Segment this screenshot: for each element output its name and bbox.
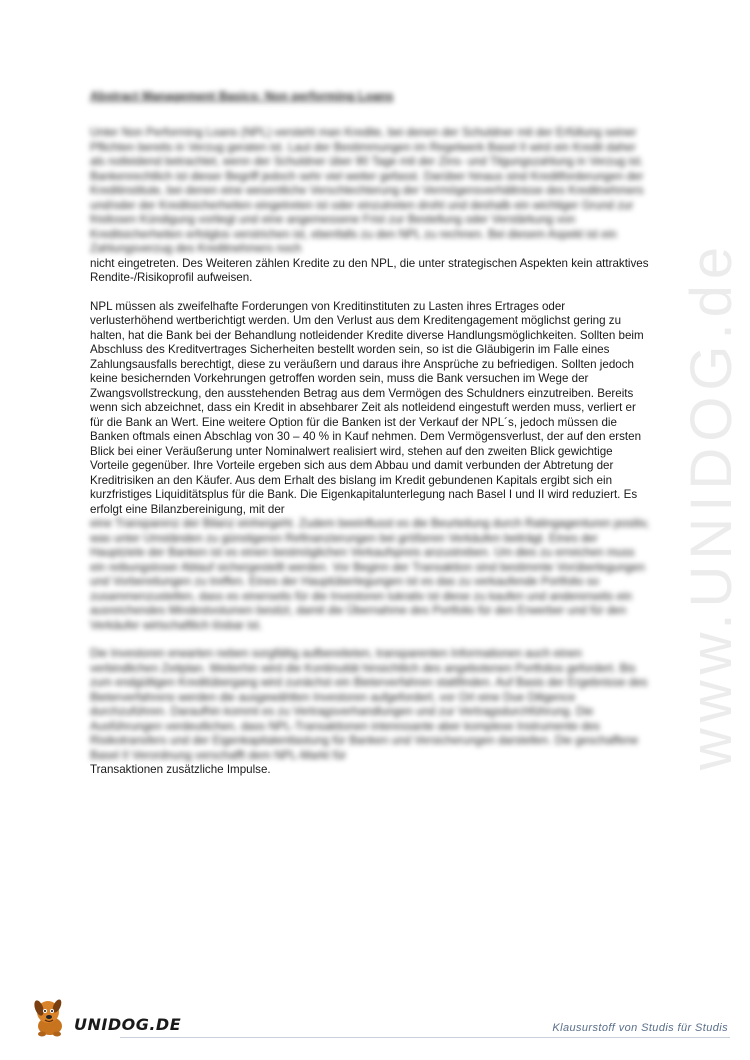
paragraph-2-visible: NPL müssen als zweifelhafte Forderungen von Kreditinstituten zu Lasten ihres Ertrages oder verlusterhöhend wertberichtigt werden. Um den Verlust aus dem Kreditengagement möglichst gering zu halten, hat die Bank bei der Behandlung notleidender Kredite diverse Handlungsmöglichkeiten. Sollten beim Abschluss des Kreditvertrages Sicherheiten bestellt worden sein, so ist die Gläubigerin im Falle eines Zahlungsausfalls berechtigt, diese zu veräußern und daraus ihre Ansprüche zu befriedigen. Sollten jedoch keine besichernden Vorkehrungen getroffen worden sein, muss die Bank versuchen im Wege der Zwangsvollstreckung, den ausstehenden Betrag aus dem Vermögen des Schuldners einzutreiben. Bereits wenn sich abzeichnet, dass ein Kredit in absehbarer Zeit als notleidend eingestuft werden muss, verliert er für die Bank an Wert. Eine weitere Option für die Banken ist der Verkauf der NPL´s, jedoch müssen die Banken oftmals einen Abschlag von 30 – 40 % in Kauf nehmen. Dem Vermögensverlust, der auf den ersten Blick bei einer Veräußerung unter Nominalwert realisiert wird, stehen auf den zweiten Blick gewichtige Vorteile gegenüber. Ihre Vorteile ergeben sich aus dem Abbau und damit verbunden der Abtretung der Kreditrisiken an den Käufer. Aus dem Erhalt des bislang im Kredit gebundenen Kapitals ergibt sich ein kurzfristiges Liquiditätsplus für die Bank. Die Eigenkapitalunterlegung nach Basel I und II wird reduziert. Es erfolgt eine Bilanzbereinigung, mit der (90, 299, 644, 516)
paragraph-1-blurred: Unter Non Performing Loans (NPL) versteht man Kredite, bei denen der Schuldner mit der Erfüllung seiner Pflichten bereits in Verzug geraten ist. Laut der Bestimmungen im Regelwerk Basel II wird ein Kredit daher als notleidend betrachtet, wenn der Schuldner über 90 Tage mit der Zins- und Tilgungszahlung in Verzug ist. Bankenrechtlich ist dieser Begriff jedoch sehr viel weiter gefasst. Darüber hinaus sind Kreditforderungen der Kreditinstitute, bei denen eine wesentliche Verschlechterung der Vermögensverhältnisse des Kreditnehmers und/oder der Kreditsicherheiten eingetreten ist oder einzutreten droht und deshalb ein wichtiger Grund zur fristlosen Kündigung vorliegt und eine angemessene Frist zur Bestellung oder Verstärkung von Kreditsicherheiten erfolglos verstrichen ist, ebenfalls zu den NPL zu rechnen. Bei diesem Aspekt ist ein Zahlungsverzug des Kreditnehmers noch (90, 126, 644, 255)
paragraph-3-visible: Transaktionen zusätzliche Impulse. (90, 763, 271, 776)
dog-mascot-icon (28, 994, 72, 1038)
paragraph-2-blurred: eine Transparenz der Bilanz einhergeht. Zudem beeinflusst es die Beurteilung durch Ratingagenturen positiv, was unter Umständen zu günstigeren Refinanzierungen bei größeren Verkäufen beiträgt. Eines der Hauptziele der Banken ist es einen bestmöglichen Verkaufspreis anzustreben. Um dies zu erreichen muss ein reibungsloser Ablauf sichergestellt werden. Vor Beginn der Transaktion sind bestimmte Vorüberlegungen und Vorbereitungen zu treffen. Eines der Hauptüberlegungen ist es das zu verkaufende Portfolio so zusammenzustellen, dass es einerseits für die Investoren lukrativ ist diese zu kaufen und andererseits ein ausreichendes Mindestvolumen besitzt, damit die Übernahme des Portfolio für den Erwerber und für den Verkäufer wirtschaftlich lösbar ist. (90, 517, 650, 632)
footer-slogan: Klausurstoff von Studis für Studis (552, 1022, 728, 1034)
unidog-logo[interactable] (28, 994, 181, 1038)
footer-divider (120, 1037, 730, 1038)
paragraph-1-visible: nicht eingetreten. Des Weiteren zählen Kredite zu den NPL, die unter strategischen Aspekten kein attraktives Rendite-/Risikoprofil aufweisen. (90, 256, 649, 284)
logo-text: UNIDOG.DE (74, 1015, 182, 1034)
paragraph-3-blurred: Die Investoren erwarten neben sorgfältig aufbereiteten, transparenten Informationen auch einen verbindlichen Zeitplan. Weiterhin wird die Kontinuität hinsichtlich des angebotenen Portfolios gefordert. Bis zum endgültigen Kreditübergang wird zunächst ein Bieterverfahren stattfinden. Auf Basis der Ergebnisse des Bieterverfahrens werden die ausgewählten Investoren aufgefordert, vor Ort eine Due Diligence durchzuführen. Daraufhin kommt es zu Vertragsverhandlungen und zur Vertragsdurchführung. Die Ausführungen verdeutlichen, dass NPL-Transaktionen interessante aber komplexe Instrumente des Risikotransfers und der Eigenkapitalentlastung für Banken und Versicherungen darstellen. Die geschaffene Basel II Verordnung verschafft dem NPL-Markt für (90, 647, 648, 762)
watermark-text: www.UNIDOG.de (679, 240, 745, 770)
watermark (679, 240, 745, 770)
document-title: Abstract Management Basics: Non performing Loans (90, 89, 394, 103)
document-body (90, 88, 650, 778)
